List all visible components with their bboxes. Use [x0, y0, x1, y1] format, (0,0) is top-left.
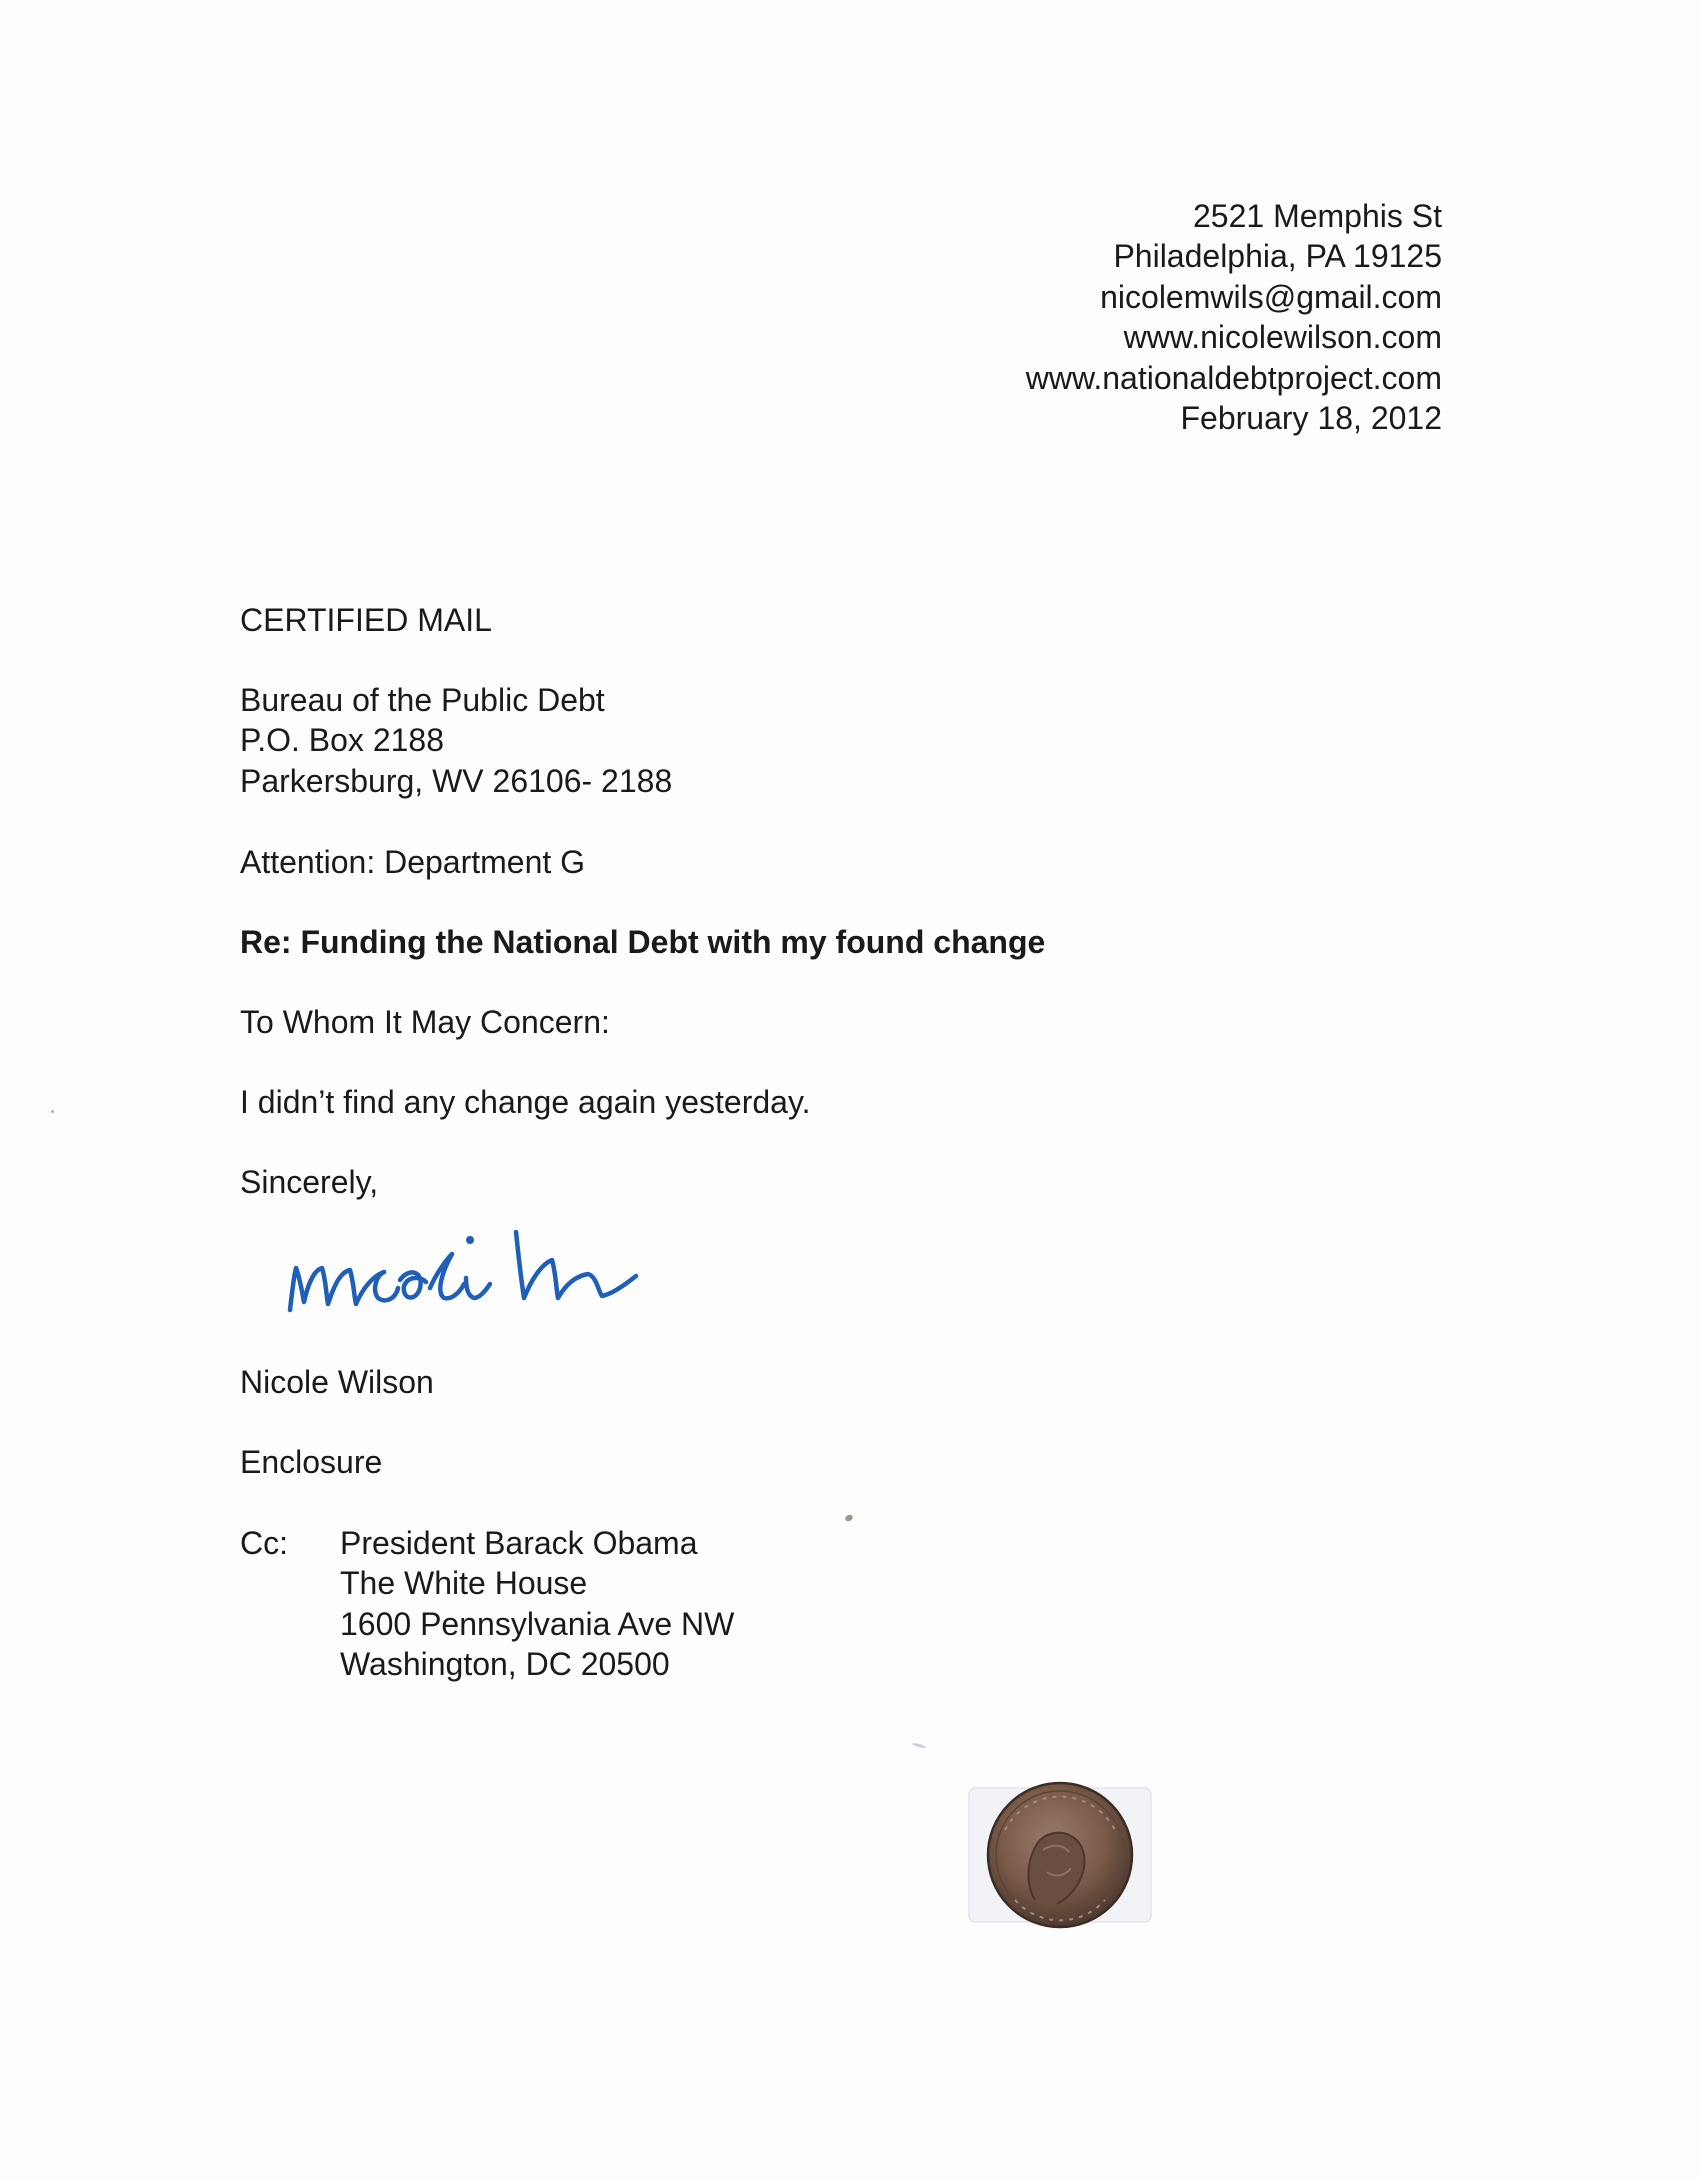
- enclosed-penny-image: [965, 1780, 1155, 1930]
- sender-project-website: www.nationaldebtproject.com: [1025, 359, 1442, 396]
- sender-city-state-zip: Philadelphia, PA 19125: [1113, 238, 1442, 275]
- recipient-address-block: [240, 680, 672, 801]
- recipient-po-box: P.O. Box 2188: [240, 722, 444, 759]
- scan-speck: [844, 1513, 854, 1522]
- handwritten-signature: [280, 1180, 700, 1330]
- cc-line: The White House: [340, 1565, 588, 1602]
- cc-line: President Barack Obama: [340, 1525, 698, 1561]
- enclosure-note: Enclosure: [240, 1444, 383, 1480]
- scan-speck: [912, 1742, 926, 1749]
- scan-speck: [51, 1110, 54, 1113]
- cc-label: Cc:: [240, 1525, 288, 1561]
- letter-date: February 18, 2012: [1180, 400, 1442, 437]
- subject-line: Re: Funding the National Debt with my found change: [240, 924, 1046, 960]
- cc-line: 1600 Pennsylvania Ave NW: [340, 1605, 735, 1642]
- closing: Sincerely,: [240, 1164, 379, 1200]
- recipient-name: Bureau of the Public Debt: [240, 682, 605, 718]
- cc-address-block: [340, 1523, 734, 1685]
- sender-street: 2521 Memphis St: [1192, 198, 1442, 234]
- recipient-city-state-zip: Parkersburg, WV 26106- 2188: [240, 762, 673, 799]
- letter-body: I didn’t find any change again yesterday.: [240, 1084, 811, 1120]
- sender-website: www.nicolewilson.com: [1123, 319, 1442, 356]
- attention-line: Attention: Department G: [240, 844, 586, 880]
- signer-name: Nicole Wilson: [240, 1364, 434, 1400]
- cc-line: Washington, DC 20500: [340, 1646, 670, 1683]
- sender-email: nicolemwils@gmail.com: [1100, 278, 1442, 315]
- mail-type: CERTIFIED MAIL: [240, 602, 492, 638]
- salutation: To Whom It May Concern:: [240, 1004, 610, 1040]
- sender-address-block: [1026, 196, 1442, 438]
